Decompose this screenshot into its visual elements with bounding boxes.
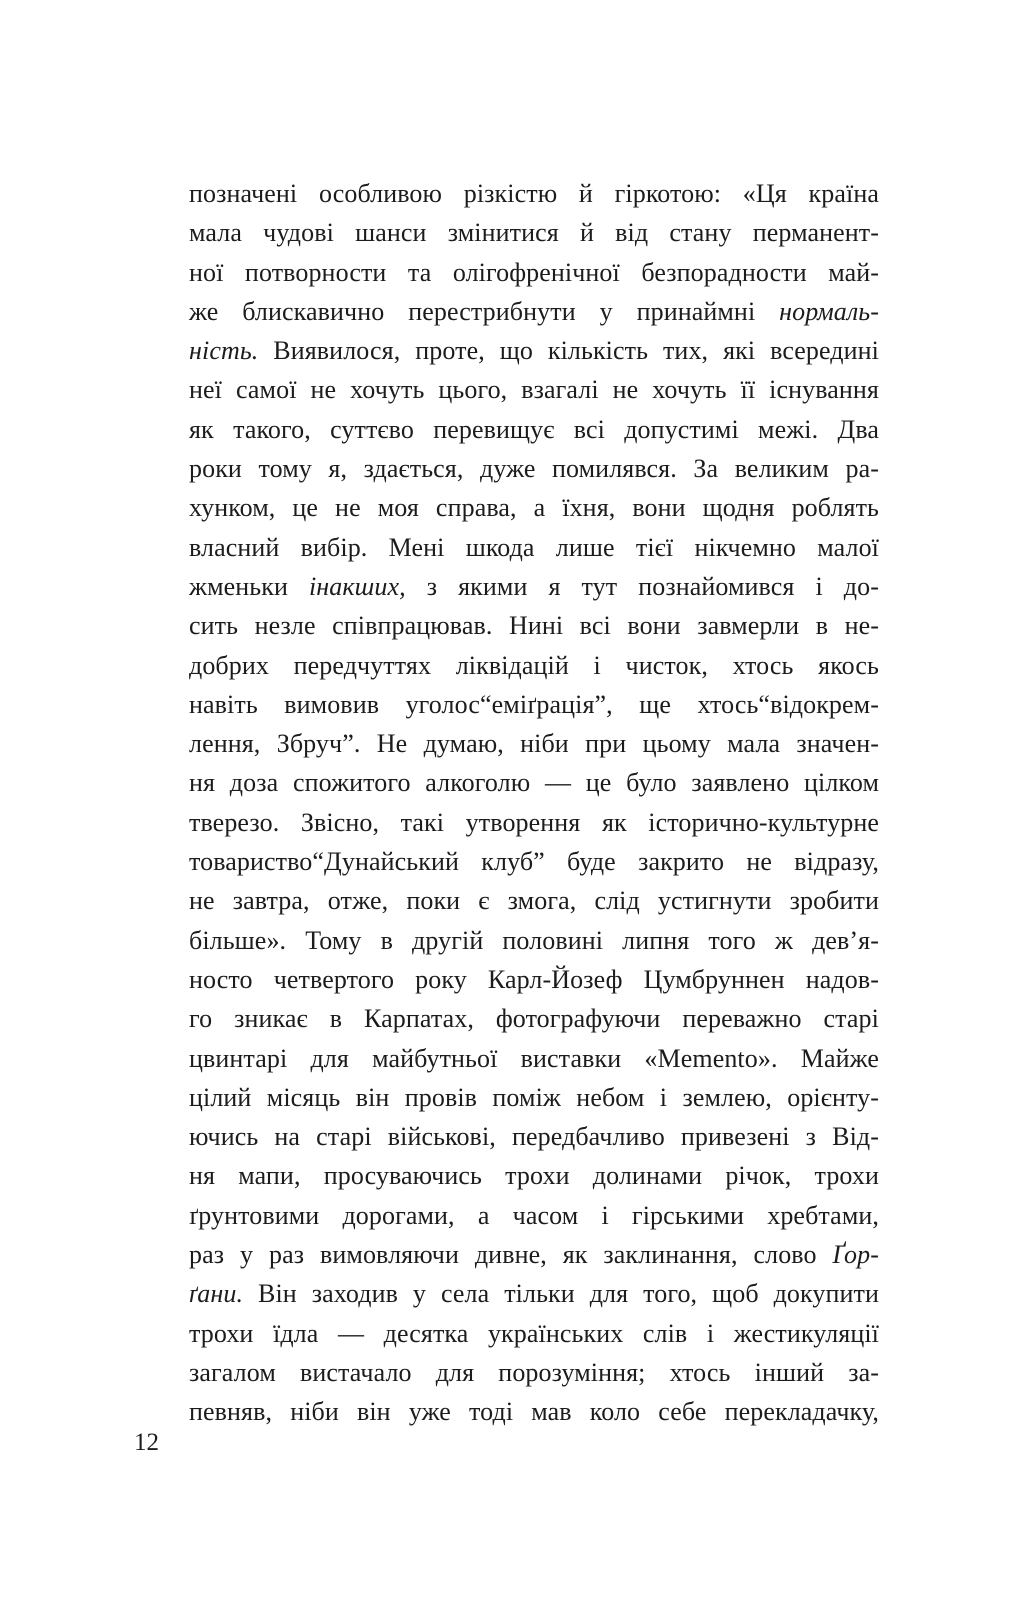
text-segment: ґрунтовими дорогами, а часом і гірськими хребтами, (189, 1200, 879, 1230)
text-line (189, 1078, 879, 1117)
text-line (189, 1196, 879, 1235)
italic-text-segment: нормаль- (779, 296, 879, 326)
text-line (189, 685, 879, 724)
text-line (189, 1274, 879, 1313)
text-segment: Виявилося, проте, що кількість тих, які всередині (258, 336, 879, 366)
text-line (189, 449, 879, 488)
text-segment: роки тому я, здається, дуже помилявся. За великим ра- (189, 454, 879, 484)
text-line (189, 1314, 879, 1353)
text-line (189, 292, 879, 331)
page-number: 12 (134, 1429, 159, 1456)
italic-text-segment: ґани. (189, 1279, 244, 1309)
text-segment: товариство“Дунайський клуб” буде закрито не відразу, (189, 847, 879, 877)
text-line (189, 763, 879, 802)
text-segment: як такого, суттєво перевищує всі допустимі межі. Два (189, 414, 879, 444)
text-segment: ної потворности та олігофренічної безпорадности май- (189, 257, 879, 287)
text-segment: же блискавично перестрибнути у принаймні (189, 296, 780, 326)
text-segment: з якими я тут познайомився і до- (405, 571, 879, 601)
text-segment: не завтра, отже, поки є змога, слід устигнути зробити (189, 886, 879, 916)
text-line (189, 1039, 879, 1078)
text-line (189, 528, 879, 567)
italic-text-segment: інакших, (308, 571, 406, 601)
text-line (189, 1392, 879, 1431)
text-line (189, 803, 879, 842)
text-segment: добрих передчуттях ліквідацій і чисток, хтось якось (189, 650, 879, 680)
text-line (189, 410, 879, 449)
text-line (189, 488, 879, 527)
text-line (189, 724, 879, 763)
text-line (189, 842, 879, 881)
text-segment: ня мапи, просуваючись трохи долинами річок, трохи (189, 1161, 879, 1191)
body-text (189, 174, 879, 1432)
text-line (189, 921, 879, 960)
text-segment: позначені особливою різкістю й гіркотою: «Ця країна (189, 179, 879, 208)
text-segment: раз у раз вимовляючи дивне, як заклинання, слово (189, 1240, 833, 1270)
text-segment: власний вибір. Мені шкода лише тієї нікчемно малої (189, 532, 879, 562)
text-segment: ючись на старі військові, передбачливо привезені з Від- (189, 1122, 879, 1152)
text-segment: жменьки (189, 571, 309, 601)
text-segment: навіть вимовив уголос“еміґрація”, ще хтось“відокрем- (189, 689, 879, 719)
text-segment: мала чудові шанси змінитися й від стану перманент- (189, 218, 879, 248)
text-line (189, 370, 879, 409)
text-segment: носто четвертого року Карл-Йозеф Цумбруннен надов- (189, 964, 879, 994)
text-line (189, 960, 879, 999)
text-line (189, 331, 879, 370)
text-line (189, 567, 879, 606)
text-line (189, 881, 879, 920)
text-segment: загалом вистачало для порозуміння; хтось інший за- (189, 1357, 879, 1387)
text-line (189, 1117, 879, 1156)
text-segment: лення, Збруч”. Не думаю, ніби при цьому мала значен- (189, 729, 879, 759)
text-line (189, 213, 879, 252)
text-segment: певняв, ніби він уже тоді мав коло себе перекладачку, (189, 1397, 879, 1427)
text-segment: трохи їдла — десятка українських слів і жестикуляції (189, 1318, 879, 1348)
text-line (189, 174, 879, 213)
text-line (189, 1353, 879, 1392)
text-segment: сить незле співпрацював. Нині всі вони завмерли в не- (189, 611, 879, 641)
text-segment: Він заходив у села тільки для того, щоб докупити (243, 1279, 879, 1309)
text-line (189, 606, 879, 645)
text-segment: більше». Тому в другій половині липня того ж дев’я- (189, 925, 879, 955)
text-segment: цвинтарі для майбутньої виставки «Memento». Майже (189, 1043, 879, 1073)
text-segment: тверезо. Звісно, такі утворення як історично-культурне (189, 807, 879, 837)
text-segment: хунком, це не моя справа, а їхня, вони щодня роблять (189, 493, 879, 523)
italic-text-segment: ність. (189, 336, 259, 366)
text-line (189, 646, 879, 685)
text-line (189, 253, 879, 292)
text-segment: го зникає в Карпатах, фотографуючи переважно старі (189, 1004, 879, 1034)
text-segment: неї самої не хочуть цього, взагалі не хочуть її існування (189, 375, 879, 405)
text-line (189, 1156, 879, 1195)
text-segment: ня доза спожитого алкоголю — це було заявлено цілком (189, 768, 879, 798)
text-line (189, 999, 879, 1038)
text-segment: цілий місяць він провів поміж небом і землею, орієнту- (189, 1082, 879, 1112)
italic-text-segment: Ґор- (832, 1240, 879, 1270)
text-line (189, 1235, 879, 1274)
